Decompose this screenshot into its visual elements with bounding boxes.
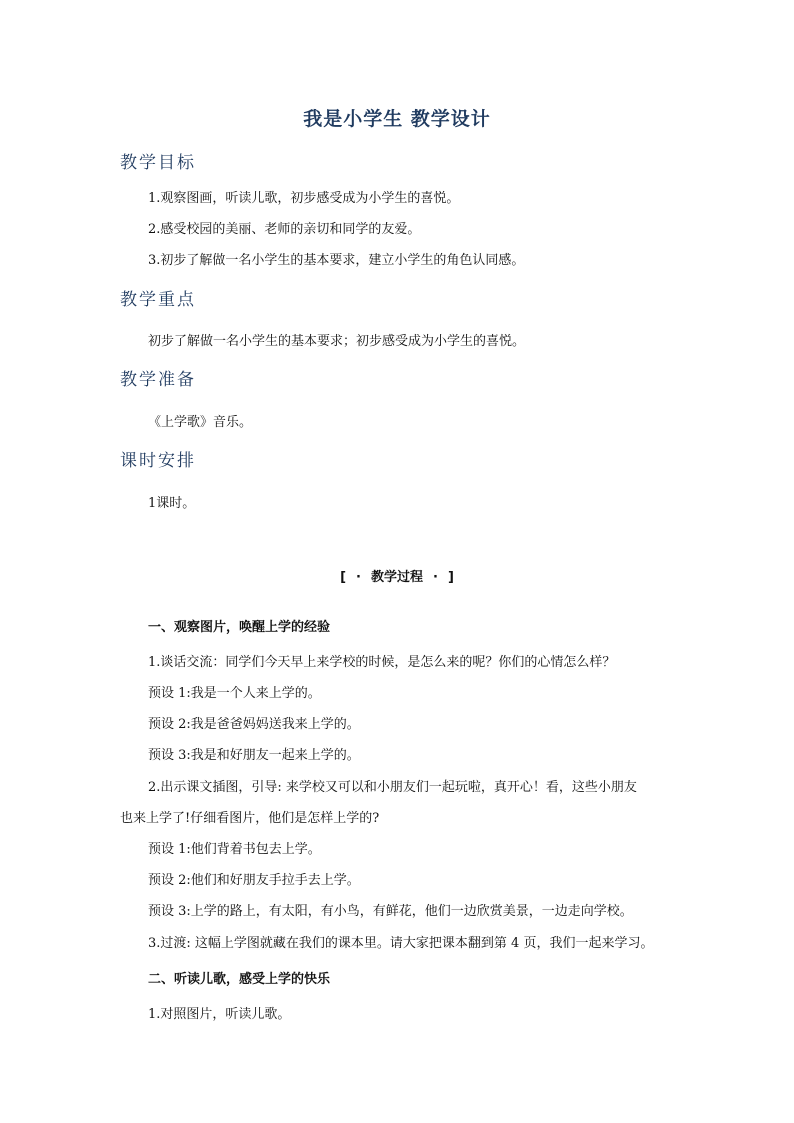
key-points-heading: 教学重点 [120,290,196,310]
schedule-heading: 课时安排 [120,451,196,471]
part1-heading: 一、观察图片，唤醒上学的经验 [148,620,331,635]
schedule-text: 1课时。 [148,496,196,511]
part1-line: 1.谈话交流：同学们今天早上来学校的时候，是怎么来的呢？你们的心情怎么样？ [148,655,616,670]
preparation-text: 《上学歌》音乐。 [148,415,253,430]
part1-line: 预设 2:我是爸爸妈妈送我来上学的。 [148,717,360,732]
process-section-title [0,566,794,585]
part1-line: 2.出示课文插图，引导: 来学校又可以和小朋友们一起玩啦，真开心！看，这些小朋友 [148,780,637,795]
part1-line: 预设 2:他们和好朋友手拉手去上学。 [148,873,360,888]
objective-item: 3.初步了解做一名小学生的基本要求，建立小学生的角色认同感。 [148,253,525,268]
bracket-right: ] [447,570,454,585]
key-points-text: 初步了解做一名小学生的基本要求；初步感受成为小学生的喜悦。 [148,334,526,349]
bracket-left: [ [340,570,347,585]
process-label: 教学过程 [370,570,423,585]
objective-item: 2.感受校园的美丽、老师的亲切和同学的友爱。 [148,222,421,237]
objective-item: 1.观察图画，听读儿歌，初步感受成为小学生的喜悦。 [148,191,460,206]
dot-right: · [433,570,438,585]
part1-line: 预设 3:我是和好朋友一起来上学的。 [148,748,360,763]
preparation-heading: 教学准备 [120,370,196,390]
part2-line: 1.对照图片，听读儿歌。 [148,1007,291,1022]
part1-line: 预设 3:上学的路上，有太阳，有小鸟，有鲜花，他们一边欣赏美景，一边走向学校。 [148,904,633,919]
part1-line: 3.过渡: 这幅上学图就藏在我们的课本里。请大家把课本翻到第 4 页，我们一起来学习。 [148,936,654,951]
part1-line: 预设 1:他们背着书包去上学。 [148,842,321,857]
objectives-heading: 教学目标 [120,153,196,173]
part1-line: 也来上学了!仔细看图片，他们是怎样上学的? [120,811,380,826]
part2-heading: 二、听读儿歌，感受上学的快乐 [148,972,331,987]
document-title: 我是小学生 教学设计 [303,108,491,130]
dot-left: · [356,570,361,585]
part1-line: 预设 1:我是一个人来上学的。 [148,686,321,701]
